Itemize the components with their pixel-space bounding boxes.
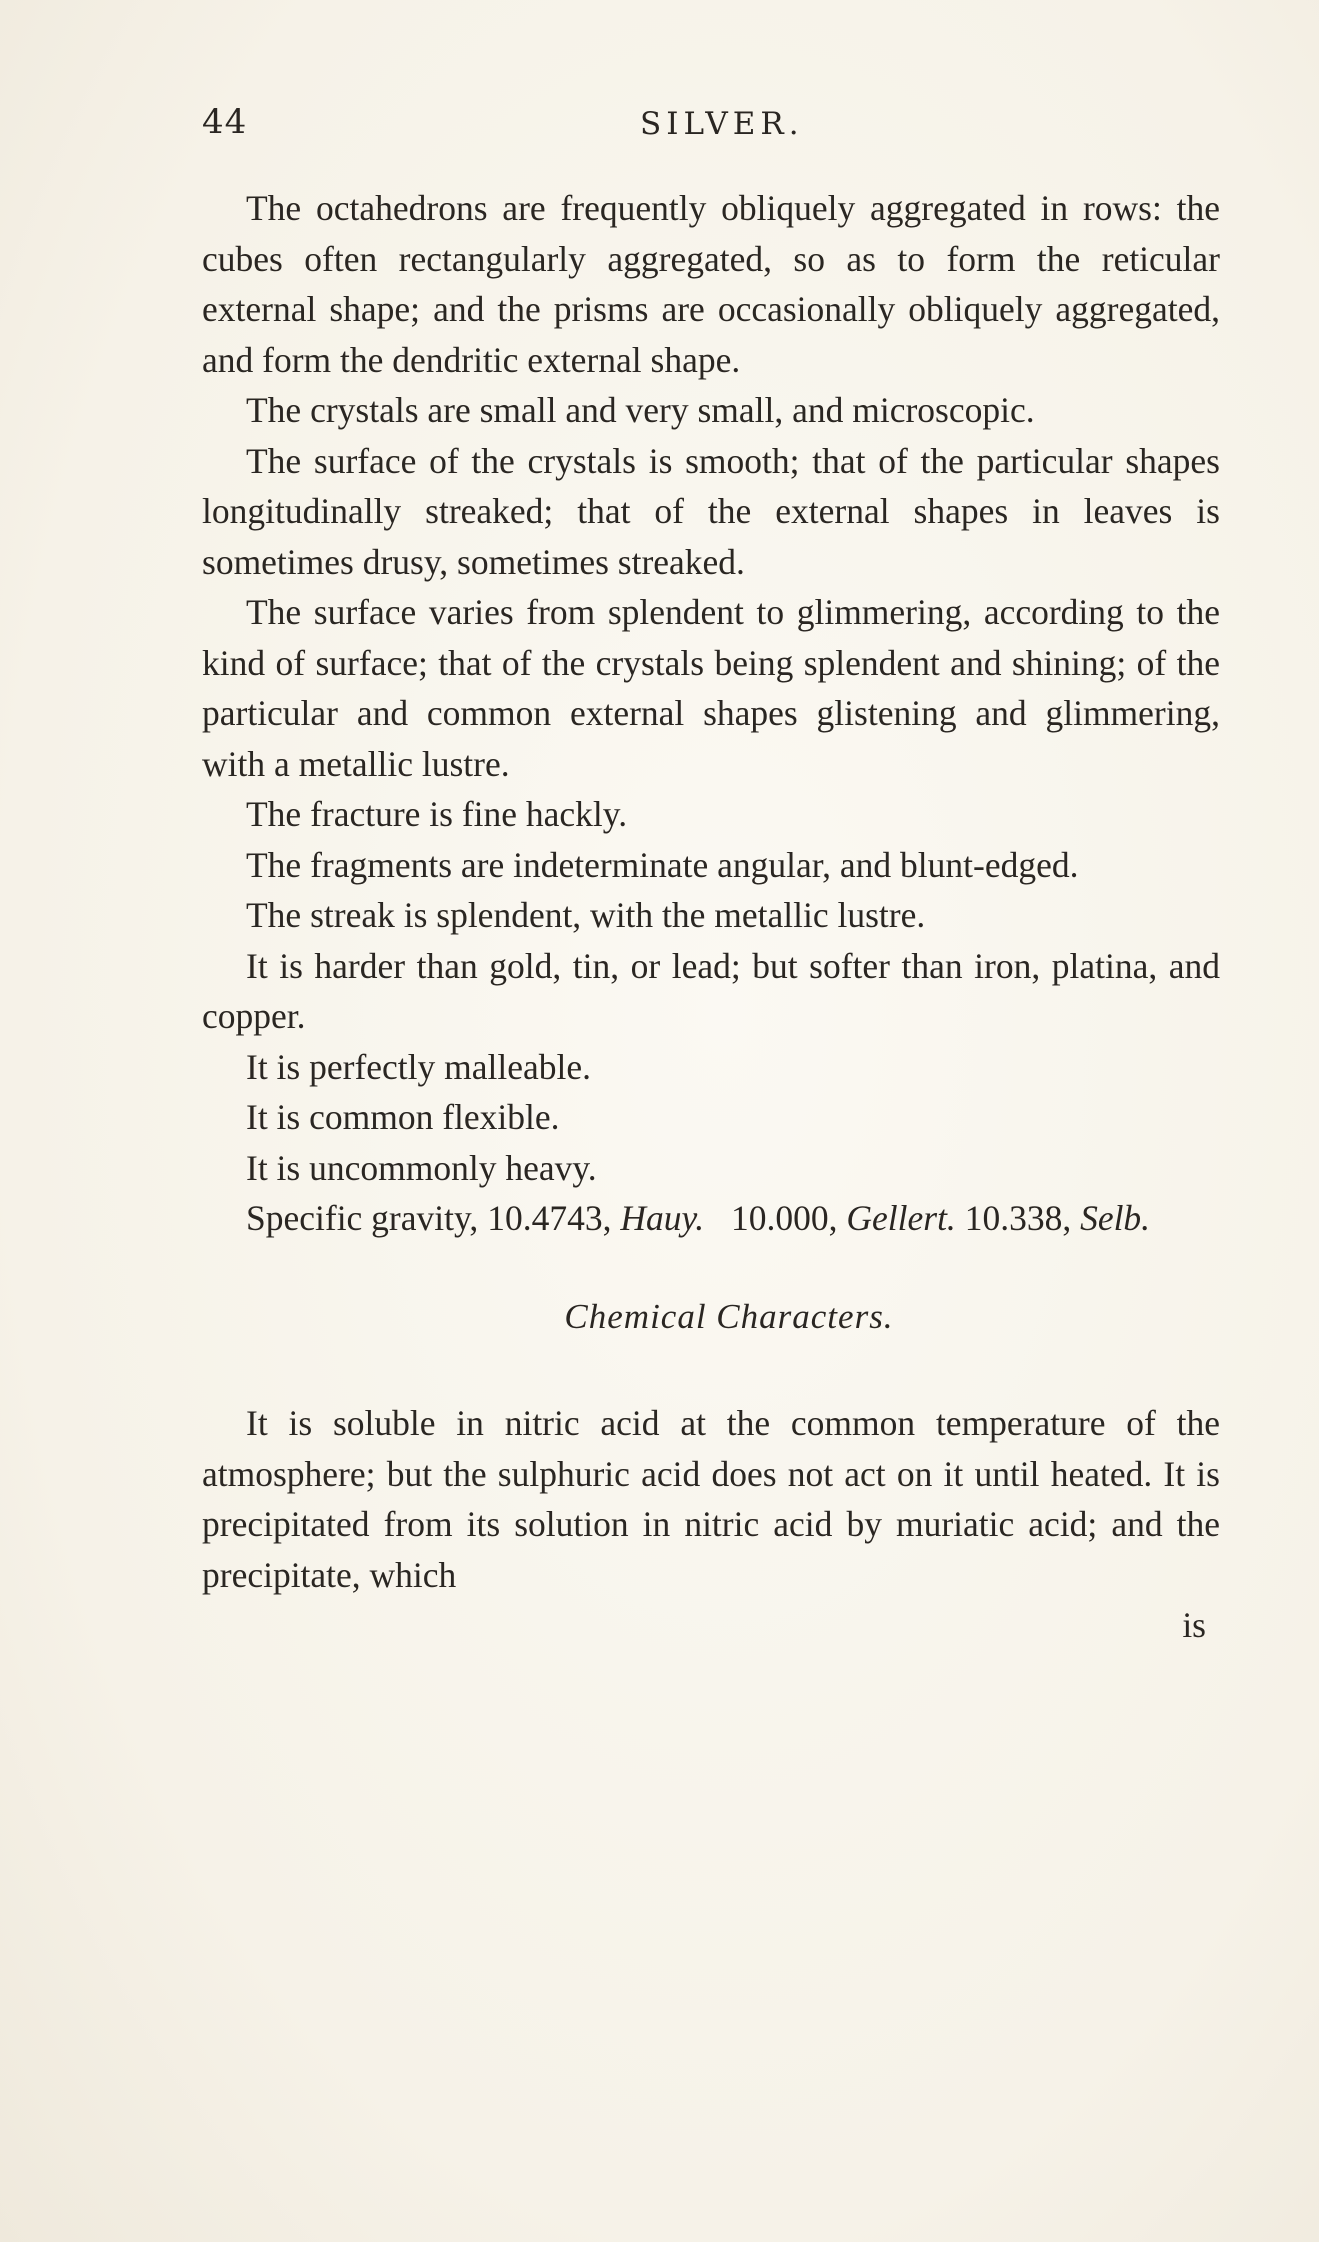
paragraph-chemical: It is soluble in nitric acid at the common temperature of the atmosphere; but the sulphuric acid does not act on it until heated. It is precipitated from its solution in nitric acid by muriatic acid; and the precipitate, which bbox=[202, 1403, 1220, 1595]
running-head: SILVER. bbox=[640, 106, 804, 142]
specific-gravity-value-1: 10.4743, bbox=[487, 1198, 612, 1238]
page-header bbox=[190, 102, 1220, 152]
paragraph-hardness: It is harder than gold, tin, or lead; but softer than iron, platina, and copper. bbox=[202, 945, 1220, 1036]
specific-gravity-source-2: Gellert. bbox=[846, 1198, 956, 1238]
specific-gravity-source-1: Hauy. bbox=[620, 1198, 705, 1238]
specific-gravity-label: Specific gravity, bbox=[246, 1198, 479, 1238]
paragraph-streak: The streak is splendent, with the metallic lustre. bbox=[246, 895, 926, 935]
paragraph-specific-gravity bbox=[202, 1193, 1220, 1244]
specific-gravity-source-3: Selb. bbox=[1080, 1198, 1151, 1238]
paragraph-aggregation: The octahedrons are frequently obliquely aggregated in rows: the cubes often rectangularly aggregated, so as to form the reticular external shape; and the prisms are occasionally obliquely aggregated, and form the dendritic external shape. bbox=[202, 188, 1220, 380]
paragraph-flexible: It is common flexible. bbox=[246, 1097, 560, 1137]
specific-gravity-value-2: 10.000, bbox=[731, 1198, 838, 1238]
specific-gravity-value-3: 10.338, bbox=[964, 1198, 1072, 1238]
catchword: is bbox=[1182, 1605, 1206, 1645]
paragraph-crystal-size: The crystals are small and very small, and microscopic. bbox=[246, 390, 1035, 430]
page-number: 44 bbox=[202, 102, 248, 142]
paragraph-surface: The surface of the crystals is smooth; that of the particular shapes longitudinally streaked; that of the external shapes in leaves is sometimes drusy, sometimes streaked. bbox=[202, 440, 1220, 582]
paragraph-malleable: It is perfectly malleable. bbox=[246, 1046, 591, 1087]
paragraph-fragments: The fragments are indeterminate angular, and blunt-edged. bbox=[246, 844, 1079, 885]
paragraph-fracture: The fracture is fine hackly. bbox=[246, 794, 628, 834]
body-text bbox=[202, 183, 1220, 1651]
paragraph-lustre: The surface varies from splendent to glimmering, according to the kind of surface; that of the crystals being splendent and shining; of the particular and common external shapes glistening and glimmering, with a metallic lustre. bbox=[202, 592, 1220, 784]
paragraph-heavy: It is uncommonly heavy. bbox=[246, 1147, 597, 1188]
section-heading: Chemical Characters. bbox=[564, 1296, 894, 1336]
